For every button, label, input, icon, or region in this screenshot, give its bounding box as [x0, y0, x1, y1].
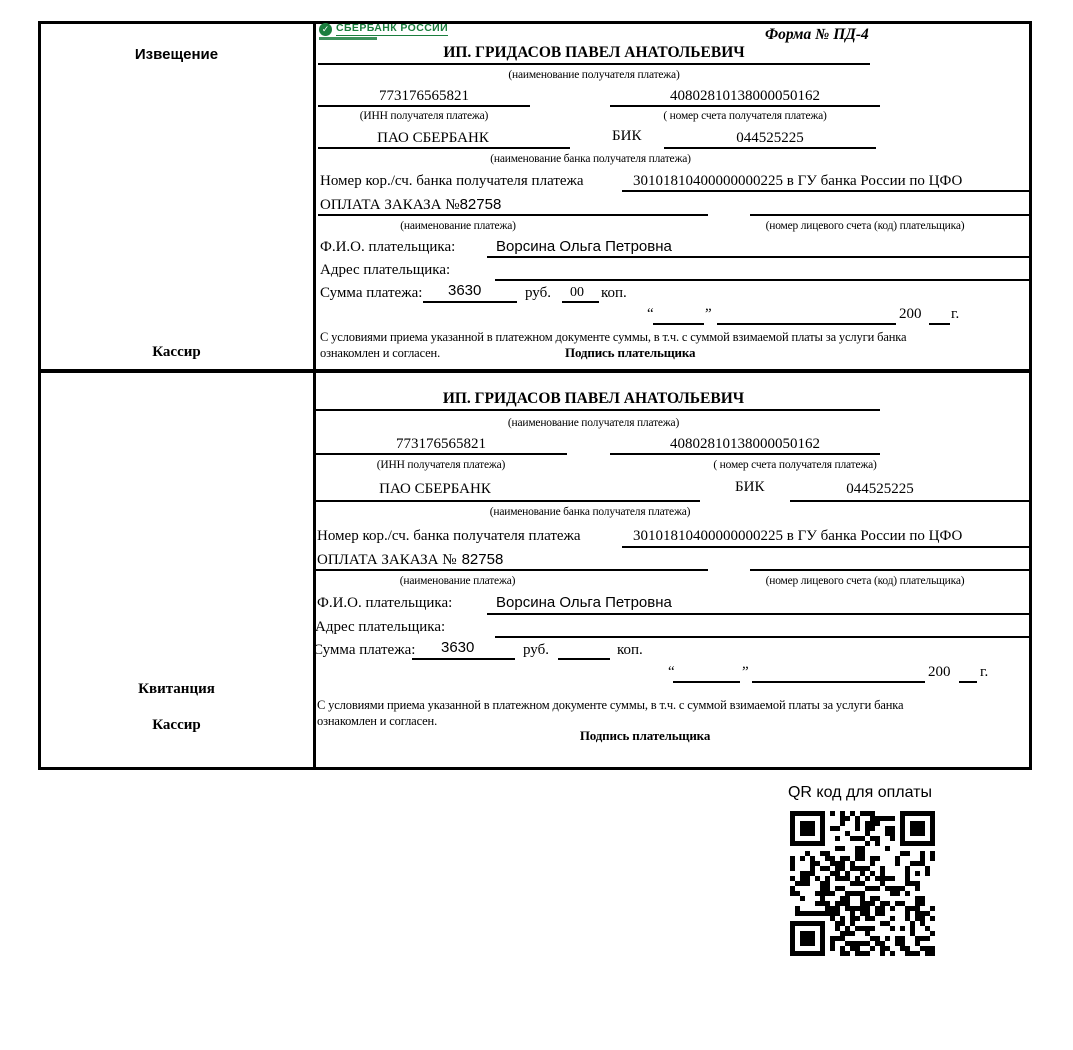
notice-side-label: Извещение	[134, 46, 219, 63]
notice-agreement-line2: ознакомлен и согласен.	[320, 346, 441, 360]
underline	[495, 279, 1032, 281]
receipt-payee-name: ИП. ГРИДАСОВ ПАВЕЛ АНАТОЛЬЕВИЧ	[442, 390, 745, 407]
receipt-caption-inn: (ИНН получателя платежа)	[376, 459, 506, 471]
receipt-inn-value: 773176565821	[396, 436, 486, 452]
underline	[318, 105, 530, 107]
receipt-fio-label: Ф.И.О. плательщика:	[317, 595, 453, 611]
underline	[318, 147, 570, 149]
underline	[653, 323, 704, 325]
notice-address-label: Адрес плательщика:	[320, 262, 451, 278]
notice-open-quote: “	[647, 306, 654, 322]
notice-caption-payee: (наименование получателя платежа)	[508, 69, 680, 81]
form-number-label: Форма № ПД-4	[765, 26, 869, 43]
notice-bank-name: ПАО СБЕРБАНК	[377, 130, 489, 146]
underline	[673, 681, 740, 683]
notice-corr-label: Номер кор./сч. банка получателя платежа	[320, 173, 584, 189]
notice-fio-label: Ф.И.О. плательщика:	[320, 239, 456, 255]
notice-signature-label: Подпись плательщика	[565, 345, 696, 360]
qr-title: QR код для оплаты	[787, 784, 932, 801]
notice-caption-inn: (ИНН получателя платежа)	[359, 110, 489, 122]
underline	[412, 658, 515, 660]
underline	[423, 301, 517, 303]
notice-cashier-label: Кассир	[152, 344, 201, 360]
receipt-sum-value: 3630	[441, 639, 475, 656]
qr-code-svg	[790, 811, 935, 956]
sberbank-logo	[319, 22, 448, 40]
receipt-cashier-label: Кассир	[152, 717, 201, 733]
underline	[487, 613, 1032, 615]
sberbank-logo-tagline	[319, 37, 377, 40]
notice-close-quote: ”	[705, 306, 712, 322]
receipt-caption-personal: (номер лицевого счета (код) плательщика)	[765, 575, 965, 587]
receipt-corr-label: Номер кор./сч. банка получателя платежа	[317, 528, 581, 544]
underline	[315, 409, 880, 411]
underline	[610, 105, 880, 107]
underline	[318, 63, 870, 65]
sberbank-logo-icon: ✓	[319, 23, 332, 36]
notice-kop-value: 00	[570, 285, 584, 300]
underline	[562, 301, 599, 303]
receipt-agreement-line2: ознакомлен и согласен.	[317, 714, 438, 728]
receipt-bik-label: БИК	[735, 479, 765, 495]
receipt-rub-label: руб.	[523, 642, 549, 658]
underline	[622, 190, 1032, 192]
form-section-divider	[38, 369, 1032, 373]
receipt-purpose-value: 82758	[461, 551, 504, 568]
receipt-year: 200	[928, 664, 951, 680]
underline	[717, 323, 896, 325]
receipt-bik-value: 044525225	[846, 481, 914, 497]
notice-kop-label: коп.	[601, 285, 627, 301]
underline	[929, 323, 950, 325]
underline	[610, 453, 880, 455]
underline	[315, 453, 567, 455]
receipt-corr-value: 30101810400000000225 в ГУ банка России по ЦФО	[633, 528, 963, 544]
underline	[752, 681, 925, 683]
receipt-bank-name: ПАО СБЕРБАНК	[379, 481, 491, 497]
underline	[315, 569, 708, 571]
receipt-fio-value: Ворсина Ольга Петровна	[496, 594, 672, 611]
receipt-account-value: 40802810138000050162	[670, 436, 820, 452]
receipt-agreement-line1: С условиями приема указанной в платежном документе суммы, в т.ч. с суммой взимаемой платы за услуги банка	[317, 698, 904, 712]
receipt-caption-purpose: (наименование платежа)	[399, 575, 516, 587]
notice-bik-label: БИК	[612, 128, 642, 144]
notice-inn-value: 773176565821	[379, 88, 469, 104]
receipt-address-label: Адрес плательщика:	[315, 619, 446, 635]
notice-year: 200	[899, 306, 922, 322]
notice-rub-label: руб.	[525, 285, 551, 301]
notice-caption-personal: (номер лицевого счета (код) плательщика)	[765, 220, 965, 232]
underline	[558, 658, 610, 660]
underline	[622, 546, 1032, 548]
receipt-year-suffix: г.	[980, 664, 989, 680]
notice-purpose	[320, 197, 501, 214]
receipt-signature-label: Подпись плательщика	[579, 728, 711, 743]
underline	[315, 500, 700, 502]
receipt-caption-bank: (наименование банка получателя платежа)	[489, 506, 691, 518]
notice-payee-name: ИП. ГРИДАСОВ ПАВЕЛ АНАТОЛЬЕВИЧ	[443, 44, 745, 61]
qr-code	[790, 811, 935, 956]
notice-sum-value: 3630	[448, 282, 482, 299]
receipt-open-quote: “	[668, 664, 675, 680]
receipt-side-label: Квитанция	[138, 681, 215, 697]
underline	[750, 569, 1032, 571]
notice-caption-account: ( номер счета получателя платежа)	[663, 110, 827, 122]
notice-agreement-line1: С условиями приема указанной в платежном документе суммы, в т.ч. с суммой взимаемой платы за услуги банка	[320, 330, 907, 344]
notice-fio-value: Ворсина Ольга Петровна	[496, 238, 672, 255]
notice-purpose-label: ОПЛАТА ЗАКАЗА №	[320, 197, 460, 213]
receipt-purpose-label: ОПЛАТА ЗАКАЗА №	[317, 552, 457, 568]
notice-bik-value: 044525225	[736, 130, 804, 146]
underline	[664, 147, 876, 149]
receipt-close-quote: ”	[742, 664, 749, 680]
notice-sum-label: Сумма платежа:	[320, 285, 423, 301]
underline	[790, 500, 1032, 502]
notice-account-value: 40802810138000050162	[670, 88, 820, 104]
receipt-kop-label: коп.	[617, 642, 643, 658]
notice-purpose-value: 82758	[459, 196, 502, 213]
underline	[959, 681, 977, 683]
receipt-caption-payee: (наименование получателя платежа)	[507, 417, 680, 429]
underline	[318, 214, 708, 216]
sberbank-logo-text: СБЕРБАНК РОССИИ	[336, 22, 449, 34]
receipt-purpose	[317, 552, 503, 569]
underline	[495, 636, 1032, 638]
notice-caption-purpose: (наименование платежа)	[400, 220, 516, 232]
underline	[487, 256, 1032, 258]
notice-caption-bank: (наименование банка получателя платежа)	[490, 153, 691, 165]
notice-year-suffix: г.	[951, 306, 960, 322]
notice-corr-value: 30101810400000000225 в ГУ банка России по ЦФО	[633, 173, 963, 189]
receipt-caption-account: ( номер счета получателя платежа)	[713, 459, 877, 471]
receipt-sum-label: Сумма платежа:	[313, 642, 416, 658]
underline	[750, 214, 1032, 216]
